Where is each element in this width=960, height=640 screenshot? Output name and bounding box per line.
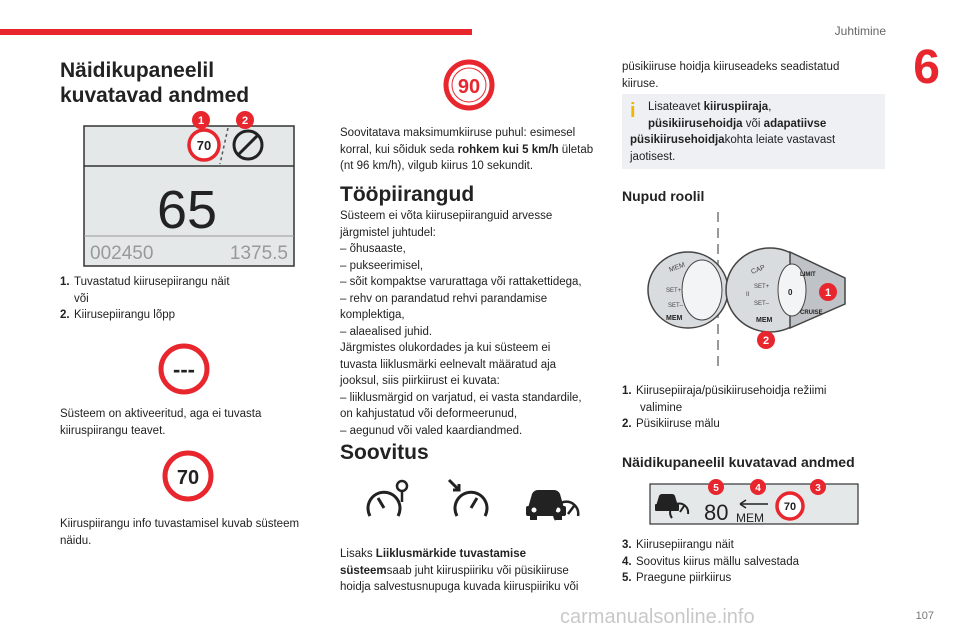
svg-text:MEM: MEM [666,315,683,322]
display2-sign: 70 [783,501,797,513]
limits-line: – liiklusmärgid on varjatud, ei vasta standardile, [340,391,582,404]
cluster-display-2-illustration [648,478,860,528]
header-red-bar [0,29,472,35]
watermark: carmanualsonline.info [560,606,755,628]
page-number: 107 [915,610,934,622]
display2-speed: 80 [704,500,729,525]
info-box: i Lisateavet kiiruspiiraja, püsikiirusehoidja või adapatiivse püsikiirusehoidjakohta leiate vastavast jaotisest. [622,94,885,169]
limits-line: – alaealised juhid. [340,325,433,338]
list-item-sub: valimine [640,401,683,414]
limits-line: Süsteem ei võta kiirusepiiranguid arvesse [340,210,553,222]
stalk-callout-2: 2 [762,335,770,347]
steering-stalk-illustration [640,208,860,373]
limits-line: – pukseerimisel, [340,259,424,272]
display-speed: 65 [156,180,218,240]
limits-line: jooksul, siis piirkiirust ei kuvata: [340,375,500,387]
display2-callout-5: 5 [713,483,719,494]
svg-text:SET–: SET– [754,301,770,307]
svg-text:SET–: SET– [668,303,684,309]
gauge-arrow-icon [447,478,497,524]
display2-callout-4: 4 [755,483,761,494]
limits-line: – aegunud või valed kaardiandmed. [340,424,523,437]
list-item: 4. Soovitus kiirus mällu salvestada [622,555,799,568]
list-item: 1. Tuvastatud kiirusepiirangu näit [60,276,230,288]
info-icon: i [630,100,636,122]
limits-line: tuvasta liiklusmärki eelnevalt määratud aja [340,358,557,371]
list-item-sub: või [74,292,89,305]
para-no-info: Süsteem on aktiveeritud, aga ei tuvasta kiiruspiirangu teavet. [60,408,262,437]
right-list [622,383,884,433]
list-item: 3. Kiirusepiirangu näit [622,539,734,551]
svg-text:SET+: SET+ [754,284,770,290]
svg-text:70: 70 [176,467,200,489]
title-advice: Soovitus [340,441,429,464]
svg-text:CAP: CAP [750,264,767,276]
callout-2: 2 [241,115,249,127]
display-trip: 1375.5 [229,243,288,264]
limits-line: Järgmistes olukordades ja kui süsteem ei [340,342,551,354]
para-recommended-speed: Soovitatava maksimumkiiruse puhul: esimesel korral, kui sõiduk seda rohkem kui 5 km/h ületab (nt 96 km/h), vilgub kiirus 10 sekundit. [340,127,594,172]
display-sign-value: 70 [196,138,212,153]
svg-text:MEM: MEM [668,261,687,274]
left-list [60,274,320,324]
svg-text:SET+: SET+ [666,288,682,294]
stalk-callout-1: 1 [824,287,832,299]
para-advice: Lisaks Liiklusmärkide tuvastamise süsteemsaab juht kiiruspiiriku või püsikiiruse hoidja salvestusnupuga kuvada kiiruspiiriku või [340,548,579,593]
para-continued: püsikiiruse hoidja kiiruseadeks seadistatud kiiruse. [622,61,840,90]
callout-1: 1 [197,115,205,127]
cluster-display-illustration [82,108,296,270]
svg-text:---: --- [173,357,195,382]
svg-text:LIMIT: LIMIT [800,272,816,278]
svg-text:MEM: MEM [756,317,773,324]
limits-line: – rehv on parandatud rehvi parandamise [340,292,548,305]
sign-no-info-icon [158,343,210,395]
list-item: 2. Kiirusepiirangu lõpp [60,309,176,321]
para-limit-detected: Kiiruspiirangu info tuvastamisel kuvab süsteem näidu. [60,518,300,547]
list-item: 1. Kiirusepiiraja/püsikiirusehoidja režiimi [622,385,827,397]
left-title: Näidikupaneelil kuvatavad andmed [60,59,250,108]
svg-text:II: II [746,292,750,298]
list-item: 5. Praegune piirkiirus [622,572,732,584]
limits-line: komplektiga, [340,309,405,321]
limits-line: on kahjustatud või deformeerunud, [340,408,518,420]
chapter-number: 6 [913,41,940,94]
svg-text:0: 0 [788,288,793,297]
limits-line: – õhusaaste, [340,243,406,255]
gauge-pin-icon [364,478,414,524]
display-odometer: 002450 [90,243,154,264]
section-title: Juhtimine [834,24,886,38]
display2-callout-3: 3 [815,483,821,494]
svg-text:90: 90 [457,76,481,98]
limits-text [340,208,602,439]
sign-70-icon [162,450,214,502]
title-display: Näidikupaneelil kuvatavad andmed [622,454,855,470]
title-limits: Tööpiirangud [340,183,475,206]
display2-mem: MEM [736,511,764,525]
svg-text:CRUISE: CRUISE [800,310,823,316]
limits-line: järgmistel juhtudel: [340,226,436,239]
car-gauge-icon [524,478,580,524]
list-item: 2. Püsikiiruse mälu [622,418,720,430]
right-list-2 [622,537,884,587]
sign-90-icon [443,59,495,111]
title-buttons: Nupud roolil [622,188,705,204]
limits-line: – sõit kompaktse varurattaga või rattakettidega, [340,276,582,288]
